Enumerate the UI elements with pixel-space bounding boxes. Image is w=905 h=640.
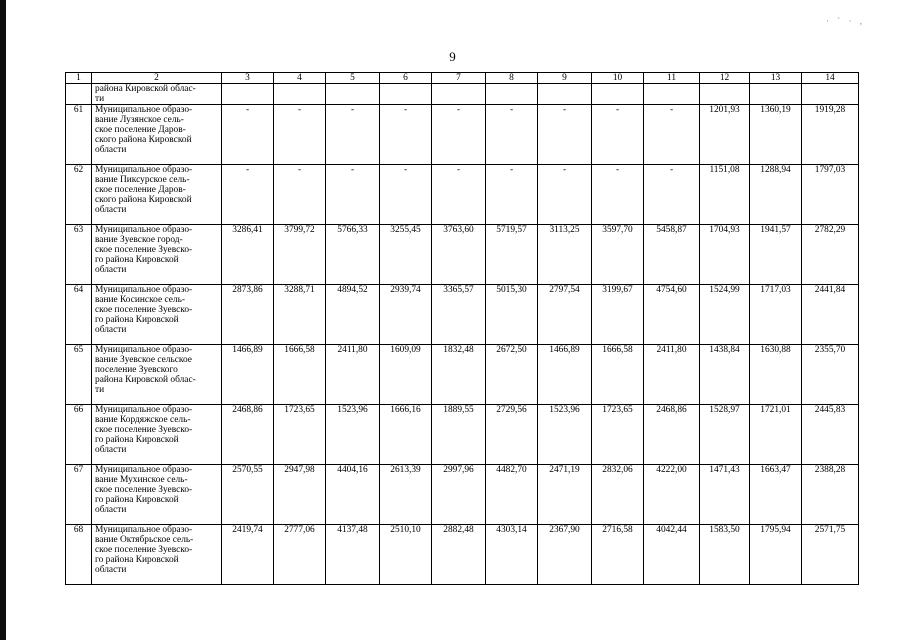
value-cell: - [222, 165, 274, 225]
value-cell: 1528,97 [700, 405, 750, 465]
value-cell: 1795,94 [750, 525, 802, 585]
value-cell: 1360,19 [750, 105, 802, 165]
row-number: 68 [66, 525, 92, 585]
value-cell: 2441,84 [802, 285, 859, 345]
value-cell: - [432, 165, 486, 225]
value-cell [222, 84, 274, 105]
value-cell: 2388,28 [802, 465, 859, 525]
value-cell: 2468,86 [222, 405, 274, 465]
column-number-1: 1 [66, 73, 92, 84]
value-cell: 1941,57 [750, 225, 802, 285]
value-cell: 4894,52 [326, 285, 380, 345]
value-cell: 1523,96 [538, 405, 592, 465]
table-body [66, 84, 859, 585]
value-cell: 2471,19 [538, 465, 592, 525]
value-cell: 5719,57 [486, 225, 538, 285]
value-cell: 2729,56 [486, 405, 538, 465]
municipality-name: Муниципальное образо- вание Кордяжское сель- ское поселение Зуевско- го района Кировской области [92, 405, 222, 465]
value-cell: 4482,70 [486, 465, 538, 525]
value-cell [538, 84, 592, 105]
value-cell: 1666,58 [274, 345, 326, 405]
value-cell: 2445,83 [802, 405, 859, 465]
value-cell: 1609,09 [380, 345, 432, 405]
value-cell [486, 84, 538, 105]
value-cell: - [326, 165, 380, 225]
value-cell: - [380, 165, 432, 225]
table-row [66, 105, 859, 165]
value-cell: 2997,96 [432, 465, 486, 525]
municipality-name: Муниципальное образо- вание Пиксурское сель- ское поселение Даров- ского района Кировской области [92, 165, 222, 225]
value-cell: - [274, 105, 326, 165]
value-cell: - [538, 165, 592, 225]
value-cell: 1466,89 [222, 345, 274, 405]
value-cell: 2777,06 [274, 525, 326, 585]
value-cell [432, 84, 486, 105]
column-number-4: 4 [274, 73, 326, 84]
value-cell: 4137,48 [326, 525, 380, 585]
value-cell: 2873,86 [222, 285, 274, 345]
column-number-row [66, 73, 859, 84]
value-cell: 3255,45 [380, 225, 432, 285]
row-number: 67 [66, 465, 92, 525]
value-cell [326, 84, 380, 105]
value-cell: 3288,71 [274, 285, 326, 345]
municipality-name: Муниципальное образо- вание Зуевское сельское поселение Зуевского района Кировской облас- ти [92, 345, 222, 405]
column-number-6: 6 [380, 73, 432, 84]
column-number-2: 2 [92, 73, 222, 84]
value-cell: - [432, 105, 486, 165]
value-cell: 1889,55 [432, 405, 486, 465]
table-row [66, 465, 859, 525]
value-cell: 3199,67 [592, 285, 644, 345]
row-number: 66 [66, 405, 92, 465]
municipality-name: Муниципальное образо- вание Лузянское сель- ское поселение Даров- ского района Кировской области [92, 105, 222, 165]
municipality-name: Муниципальное образо- вание Мухинское сель- ское поселение Зуевско- го района Кировской области [92, 465, 222, 525]
table-row [66, 525, 859, 585]
scan-edge [0, 0, 6, 640]
value-cell: - [538, 105, 592, 165]
value-cell: 1723,65 [592, 405, 644, 465]
value-cell: 2571,75 [802, 525, 859, 585]
value-cell: 3799,72 [274, 225, 326, 285]
column-number-13: 13 [750, 73, 802, 84]
value-cell: 1723,65 [274, 405, 326, 465]
column-number-5: 5 [326, 73, 380, 84]
value-cell: 5458,87 [644, 225, 700, 285]
table-row [66, 345, 859, 405]
municipality-name: Муниципальное образо- вание Косинское сель- ское поселение Зуевско- го района Кировской области [92, 285, 222, 345]
value-cell: 1721,01 [750, 405, 802, 465]
value-cell: 3597,70 [592, 225, 644, 285]
value-cell [700, 84, 750, 105]
column-number-11: 11 [644, 73, 700, 84]
value-cell: 1151,08 [700, 165, 750, 225]
value-cell: 3763,60 [432, 225, 486, 285]
value-cell: 2672,50 [486, 345, 538, 405]
scan-marks: · ` · , [826, 16, 865, 26]
row-number: 64 [66, 285, 92, 345]
value-cell: - [326, 105, 380, 165]
value-cell [802, 84, 859, 105]
column-number-10: 10 [592, 73, 644, 84]
value-cell: 1797,03 [802, 165, 859, 225]
column-number-9: 9 [538, 73, 592, 84]
row-number: 63 [66, 225, 92, 285]
value-cell: - [592, 105, 644, 165]
value-cell: 1288,94 [750, 165, 802, 225]
value-cell: - [644, 105, 700, 165]
value-cell: - [274, 165, 326, 225]
value-cell: 2832,06 [592, 465, 644, 525]
value-cell: 1524,99 [700, 285, 750, 345]
column-number-12: 12 [700, 73, 750, 84]
column-number-7: 7 [432, 73, 486, 84]
value-cell: 3113,25 [538, 225, 592, 285]
row-number: 65 [66, 345, 92, 405]
value-cell: 2882,48 [432, 525, 486, 585]
value-cell: 4754,60 [644, 285, 700, 345]
value-cell: 2797,54 [538, 285, 592, 345]
value-cell: 1438,84 [700, 345, 750, 405]
value-cell: 1466,89 [538, 345, 592, 405]
row-number: 62 [66, 165, 92, 225]
value-cell: 1717,03 [750, 285, 802, 345]
value-cell: 4222,00 [644, 465, 700, 525]
column-number-3: 3 [222, 73, 274, 84]
value-cell [750, 84, 802, 105]
tariff-table [65, 72, 859, 585]
value-cell: 3365,57 [432, 285, 486, 345]
value-cell: 1666,16 [380, 405, 432, 465]
value-cell [644, 84, 700, 105]
municipality-name: района Кировской облас- ти [92, 84, 222, 105]
value-cell: 1832,48 [432, 345, 486, 405]
value-cell: 2468,86 [644, 405, 700, 465]
value-cell: 1583,50 [700, 525, 750, 585]
table-row [66, 285, 859, 345]
value-cell: 5015,30 [486, 285, 538, 345]
value-cell: 4404,16 [326, 465, 380, 525]
municipality-name: Муниципальное образо- вание Октябрьское сель- ское поселение Зуевско- го района Кировской области [92, 525, 222, 585]
value-cell: - [380, 105, 432, 165]
column-number-14: 14 [802, 73, 859, 84]
row-number: 61 [66, 105, 92, 165]
column-number-8: 8 [486, 73, 538, 84]
value-cell: 2510,10 [380, 525, 432, 585]
value-cell: 1471,43 [700, 465, 750, 525]
municipality-name: Муниципальное образо- вание Зуевское город- ское поселение Зуевско- го района Кировской области [92, 225, 222, 285]
value-cell: 2367,90 [538, 525, 592, 585]
row-number [66, 84, 92, 105]
table-row [66, 165, 859, 225]
value-cell: 3286,41 [222, 225, 274, 285]
value-cell: 2355,70 [802, 345, 859, 405]
value-cell: 2947,98 [274, 465, 326, 525]
value-cell: 2716,58 [592, 525, 644, 585]
value-cell: 2939,74 [380, 285, 432, 345]
value-cell: 2419,74 [222, 525, 274, 585]
value-cell: 2782,29 [802, 225, 859, 285]
page-number: 9 [449, 49, 456, 64]
value-cell [592, 84, 644, 105]
value-cell: 2411,80 [644, 345, 700, 405]
value-cell: 5766,33 [326, 225, 380, 285]
value-cell: - [592, 165, 644, 225]
value-cell: 2411,80 [326, 345, 380, 405]
value-cell: 1663,47 [750, 465, 802, 525]
value-cell: 1201,93 [700, 105, 750, 165]
value-cell [274, 84, 326, 105]
value-cell: 4303,14 [486, 525, 538, 585]
value-cell: - [644, 165, 700, 225]
value-cell: - [486, 105, 538, 165]
table-row [66, 405, 859, 465]
value-cell: 1630,88 [750, 345, 802, 405]
value-cell: 1919,28 [802, 105, 859, 165]
value-cell: 1666,58 [592, 345, 644, 405]
value-cell: 1704,93 [700, 225, 750, 285]
table-row [66, 84, 859, 105]
value-cell: 1523,96 [326, 405, 380, 465]
value-cell: 2570,55 [222, 465, 274, 525]
table-row [66, 225, 859, 285]
value-cell: - [222, 105, 274, 165]
value-cell [380, 84, 432, 105]
value-cell: - [486, 165, 538, 225]
value-cell: 2613,39 [380, 465, 432, 525]
value-cell: 4042,44 [644, 525, 700, 585]
